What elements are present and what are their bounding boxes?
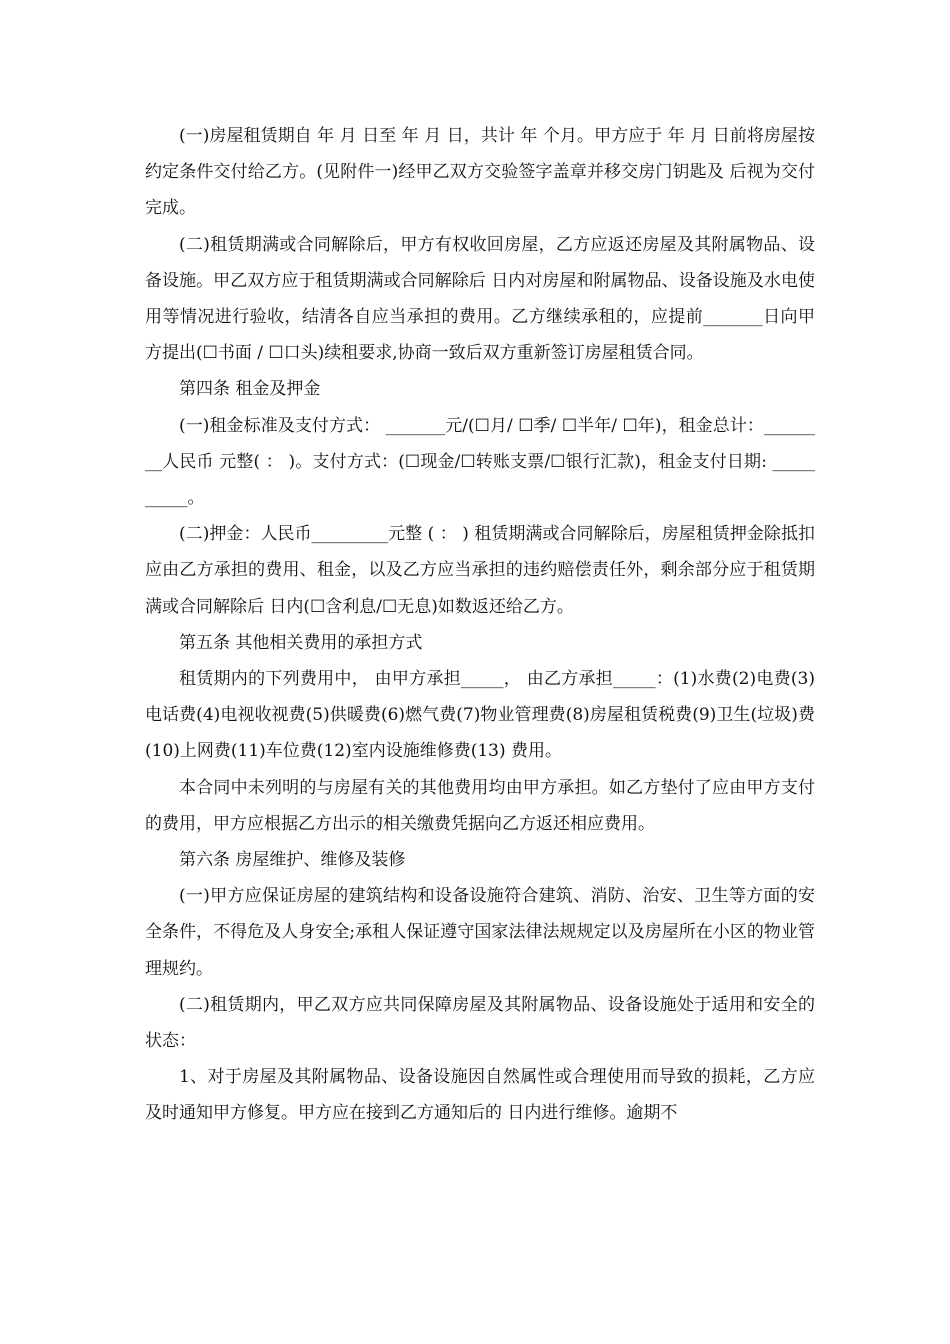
paragraph-deposit: (二)押金：人民币_________元整 ( ： ) 租赁期满或合同解除后，房屋租赁押金除抵扣应由乙方承担的费用、租金，以及乙方应当承担的违约赔偿责任外，剩余部分应于租赁期满或合同解除后 日内(☐含利息/☐无息)如数返还给乙方。 [145,524,815,617]
paragraph-lease-expiry: (二)租赁期满或合同解除后，甲方有权收回房屋，乙方应返还房屋及其附属物品、设备设施。甲乙双方应于租赁期满或合同解除后 日内对房屋和附属物品、设备设施及水电使用等情况进行验收，结清各自应当承担的费用。乙方继续承租的，应提前_______日向甲方提出(☐书面 / ☐口头)续租要求,协商一致后双方重新签订房屋租赁合同。 [145,234,815,364]
paragraph-safety: (一)甲方应保证房屋的建筑结构和设备设施符合建筑、消防、治安、卫生等方面的安全条件，不得危及人身安全;承租人保证遵守国家法律法规规定以及房屋所在小区的物业管理规约。 [145,886,815,979]
document-body [145,118,815,1132]
paragraph-fees-list: 租赁期内的下列费用中， 由甲方承担_____， 由乙方承担_____：(1)水费(2)电费(3)电话费(4)电视收视费(5)供暖费(6)燃气费(7)物业管理费(8)房屋租赁税费(9)卫生(垃圾)费(10)上网费(11)车位费(12)室内设施维修费(13) 费用。 [145,669,815,762]
article-4-heading: 第四条 租金及押金 [179,379,321,400]
paragraph-maintenance: (二)租赁期内，甲乙双方应共同保障房屋及其附属物品、设备设施处于适用和安全的状态： [145,994,815,1052]
paragraph-rent-standard: (一)租金标准及支付方式： _______元/(☐月/ ☐季/ ☐半年/ ☐年)，租金总计：________人民币 元整( ： )。支付方式：(☐现金/☐转账支票/☐银行汇款)，租金支付日期: __________。 [145,415,815,509]
article-5-heading: 第五条 其他相关费用的承担方式 [179,632,423,653]
paragraph-repair: 1、对于房屋及其附属物品、设备设施因自然属性或合理使用而导致的损耗，乙方应及时通知甲方修复。甲方应在接到乙方通知后的 日内进行维修。逾期不 [145,1067,815,1124]
paragraph-other-fees: 本合同中未列明的与房屋有关的其他费用均由甲方承担。如乙方垫付了应由甲方支付的费用，甲方应根据乙方出示的相关缴费凭据向乙方返还相应费用。 [145,777,815,834]
article-6-heading: 第六条 房屋维护、维修及装修 [179,850,406,871]
paragraph-lease-term: (一)房屋租赁期自 年 月 日至 年 月 日，共计 年 个月。甲方应于 年 月 日前将房屋按约定条件交付给乙方。(见附件一)经甲乙双方交验签字盖章并移交房门钥匙及 后视为交付完成。 [145,126,815,219]
